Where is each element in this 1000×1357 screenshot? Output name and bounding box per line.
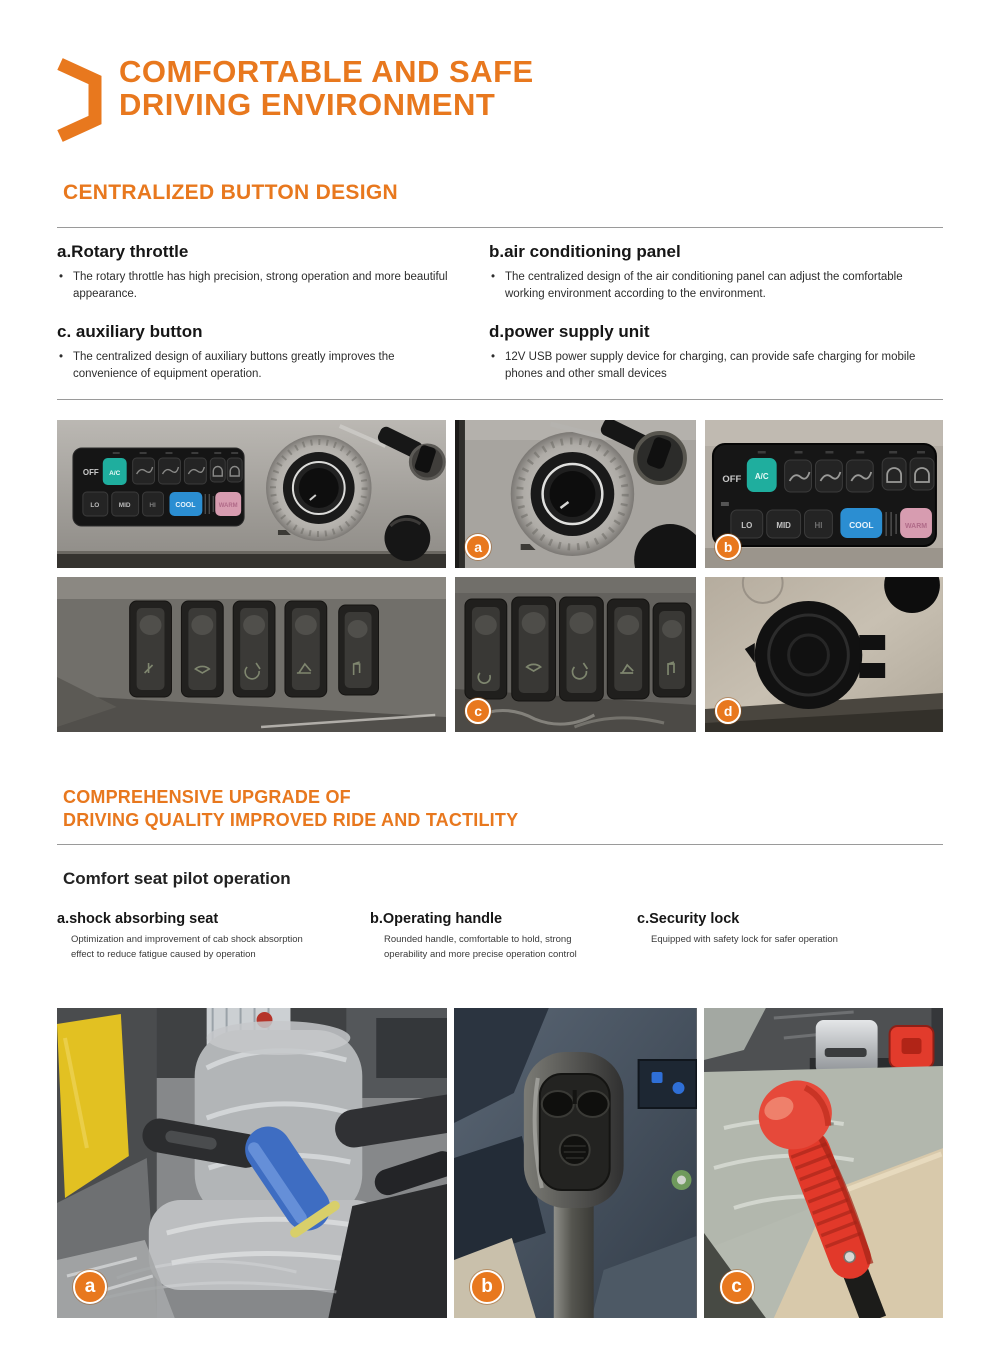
photo-power-socket: [705, 577, 943, 732]
photo-badge-b: b: [470, 1270, 504, 1304]
seat-graphic: [57, 1008, 447, 1318]
photo-badge-a: a: [73, 1270, 107, 1304]
photo-rotary-throttle: [455, 420, 696, 568]
page-title-line2: DRIVING ENVIRONMENT: [119, 87, 496, 122]
photo-security-lock: [704, 1008, 943, 1318]
photo-badge-d: d: [715, 698, 741, 724]
page-title-line1: COMFORTABLE AND SAFE: [119, 54, 534, 89]
photo-operating-handle: [454, 1008, 696, 1318]
comfort-heading-line1: COMPREHENSIVE UPGRADE OF: [63, 787, 351, 807]
section-heading-comfort: [63, 786, 943, 832]
section-heading-buttons: CENTRALIZED BUTTON DESIGN: [63, 181, 398, 204]
feature-title: a.shock absorbing seat: [57, 911, 219, 927]
aux-switches-graphic: [455, 577, 696, 732]
feature-desc: • The centralized design of the air conditioning panel can adjust the comfortable working environment according to the environment.: [489, 269, 943, 304]
divider: [57, 399, 943, 400]
feature-title: d.power supply unit: [489, 321, 650, 341]
feature-title: b.Operating handle: [370, 911, 503, 927]
page-title: [119, 55, 534, 121]
feature-title: c. auxiliary button: [57, 321, 203, 341]
feature-desc: • The centralized design of auxiliary buttons greatly improves the convenience of equipment operation.: [57, 349, 451, 384]
chevron-icon: [57, 57, 103, 143]
photo-switch-row: [57, 577, 446, 732]
svg-text:OFF: OFF: [82, 467, 99, 478]
console-overview-graphic: [57, 420, 446, 568]
photo-badge-b: b: [715, 534, 741, 560]
feature-security-lock: [637, 911, 943, 962]
svg-text:LO: LO: [90, 501, 100, 510]
svg-text:MID: MID: [776, 520, 792, 531]
feature-power-supply: [489, 322, 943, 384]
feature-desc: • The rotary throttle has high precision, strong operation and more beautiful appearance.: [57, 269, 451, 304]
photo-badge-a: a: [465, 534, 491, 560]
switch-row-graphic: [57, 577, 446, 732]
feature-desc: • 12V USB power supply device for charging, can provide safe charging for mobile phones and other small devices: [489, 349, 943, 384]
photo-shock-absorbing-seat: [57, 1008, 447, 1318]
svg-text:A/C: A/C: [109, 469, 121, 478]
svg-text:COOL: COOL: [849, 519, 874, 531]
svg-text:WARM: WARM: [905, 522, 928, 531]
feature-auxiliary-button: [57, 322, 489, 384]
photo-auxiliary-switches: [455, 577, 696, 732]
photo-badge-c: c: [465, 698, 491, 724]
feature-desc: Optimization and improvement of cab shock absorption effect to reduce fatigue caused by operation: [71, 934, 303, 960]
feature-title: a.Rotary throttle: [57, 242, 189, 261]
feature-ac-panel: [489, 242, 943, 304]
rotary-throttle-graphic: [455, 420, 696, 568]
photo-console-overview: [57, 420, 446, 568]
feature-desc: Equipped with safety lock for safer operation: [651, 934, 838, 945]
photo-grid-buttons: [57, 420, 943, 732]
divider: [57, 227, 943, 228]
ac-panel-graphic: [73, 448, 244, 526]
divider: [57, 844, 943, 845]
photo-grid-comfort: [57, 1008, 943, 1318]
feature-title: c.Security lock: [637, 911, 740, 927]
svg-text:HI: HI: [814, 520, 823, 531]
svg-text:OFF: OFF: [722, 473, 742, 486]
svg-text:COOL: COOL: [175, 501, 196, 510]
feature-operating-handle: [370, 911, 637, 962]
page-header: [57, 55, 943, 143]
socket-graphic: [384, 515, 430, 561]
comfort-feature-grid: [57, 911, 943, 962]
svg-text:WARM: WARM: [218, 502, 238, 510]
feature-shock-absorbing-seat: [57, 911, 370, 962]
comfort-heading-line2: DRIVING QUALITY IMPROVED RIDE AND TACTILITY: [63, 810, 519, 830]
svg-text:HI: HI: [149, 501, 156, 510]
feature-rotary-throttle: [57, 242, 489, 304]
feature-title: b.air conditioning panel: [489, 242, 681, 261]
ac-panel-graphic: [713, 444, 936, 546]
photo-badge-c: c: [720, 1270, 754, 1304]
svg-text:A/C: A/C: [754, 471, 769, 482]
feature-desc: Rounded handle, comfortable to hold, strong operability and more precise operation control: [384, 934, 577, 960]
subsection-heading: Comfort seat pilot operation: [63, 869, 291, 888]
photo-ac-panel: [705, 420, 943, 568]
svg-text:MID: MID: [118, 501, 131, 510]
rotary-knob-graphic: [266, 435, 372, 541]
feature-grid: [57, 242, 943, 383]
svg-text:LO: LO: [741, 520, 753, 531]
